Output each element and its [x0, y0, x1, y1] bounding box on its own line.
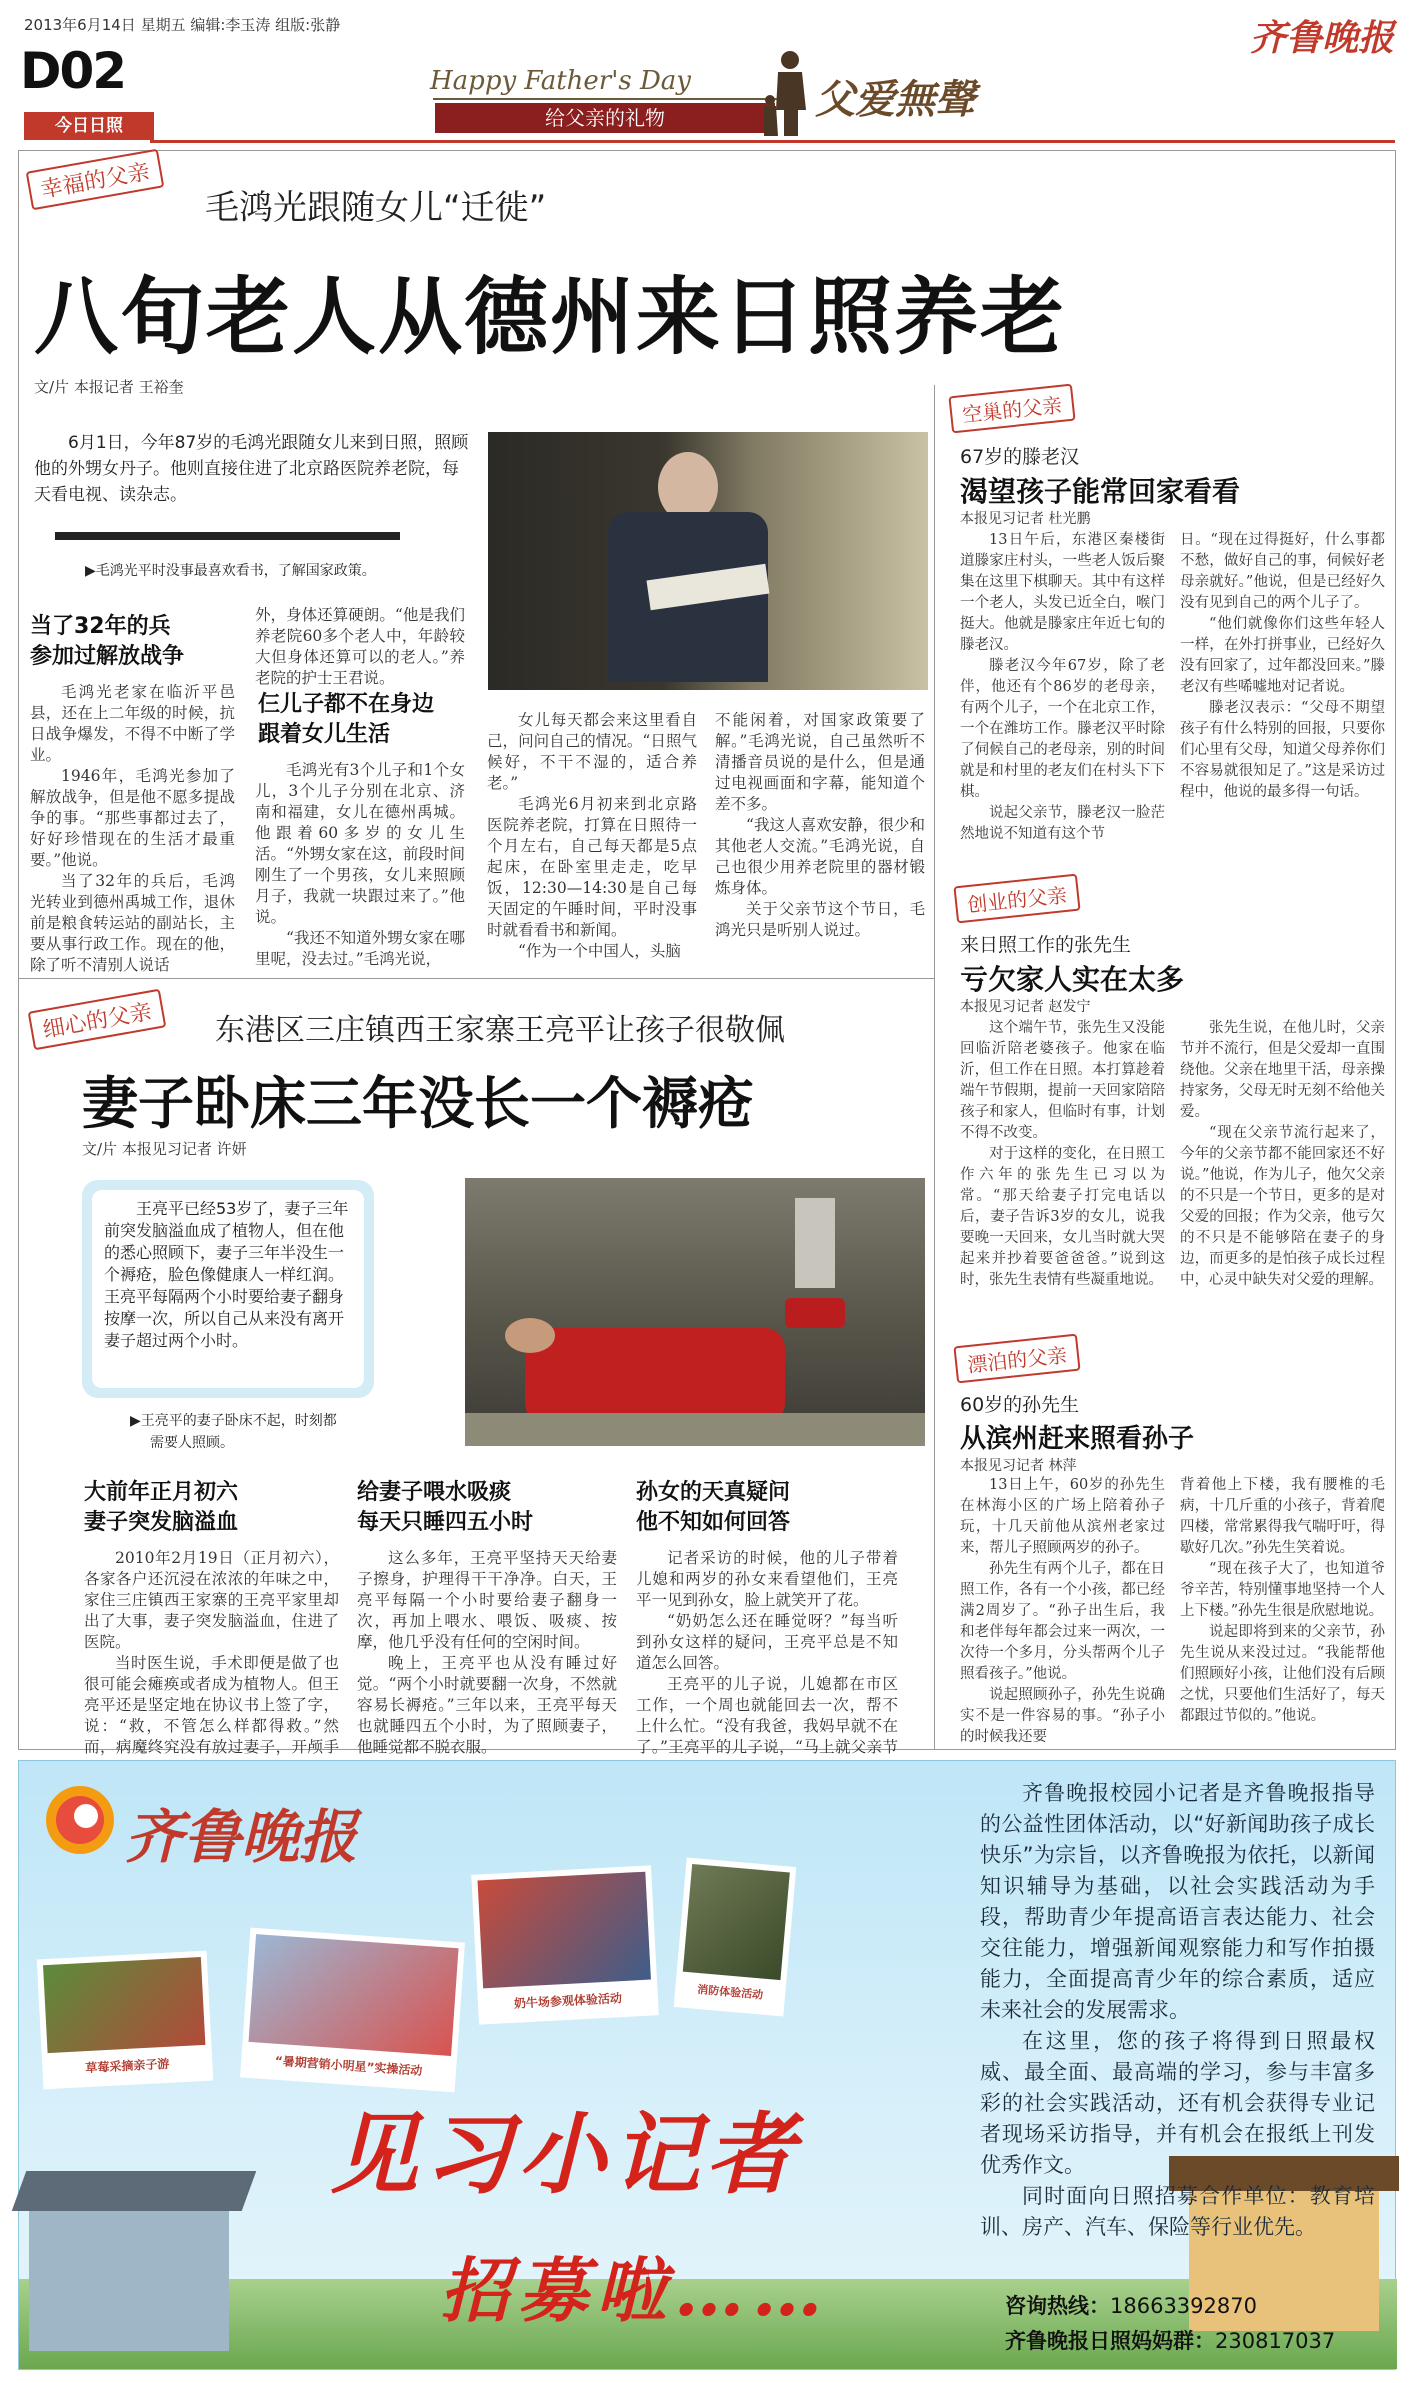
story1-photo [488, 432, 928, 690]
paragraph: 毛鸿光6月初来到北京路医院养老院，打算在日照待一个月左右，自己每天都是5点起床，在卧室里走走，吃早饭，12:30—14:30是自己每天固定的午睡时间，平时没事时就看看书和新闻。 [487, 795, 697, 939]
story4-lead: 王亮平已经53岁了，妻子三年前突发脑溢血成了植物人，但在他的悉心照顾下，妻子三年半没生一个褥疮，脸色像健康人一样红润。王亮平每隔两个小时要给妻子翻身按摩一次，所以自己从来没有离开妻子超过两个小时。 [104, 1199, 349, 1350]
paragraph: 这么多年，王亮平坚持天天给妻子擦身，护理得干干净净。白天，王亮平每隔一个小时要给妻子翻身一次，再加上喂水、喂饭、吸痰、按摩，他几乎没有任何的空闲时间。 [357, 1549, 617, 1651]
story1-column-2a [255, 605, 465, 685]
story4-column-2 [357, 1548, 617, 1756]
story4-photo [465, 1178, 925, 1446]
story2-column-2 [1180, 530, 1385, 870]
tag-wandering-father: 漂泊的父亲 [953, 1334, 1080, 1384]
story-divider [18, 978, 934, 979]
paragraph: “现在父亲节流行起来了，今年的父亲节都不能回家还不好说。”他说，作为儿子，他欠父亲的不只是一个节日，更多的是对父爱的回报；作为父亲，他亏欠的不只是不能够陪在妻子的身边，而更多的是怕孩子成长过程中，心灵中缺失对父爱的理解。 [1180, 1125, 1385, 1288]
date-line: 2013年6月14日 星期五 编辑:李玉涛 组版:张静 [24, 16, 341, 34]
story5-byline: 本报见习记者 林萍 [960, 1458, 1077, 1474]
paragraph: 1946年，毛鸿光参加了解放战争，但是他不愿多提战争的事。“那些事都过去了，好好珍惜现在的生活才最重要。”他说。 [30, 767, 235, 869]
story5-column-1 [960, 1475, 1165, 1745]
paragraph: 张先生说，在他儿时，父亲节并不流行，但是父爱却一直围绕他。父亲在地里干活，母亲操持家务，父母无时无刻不给他关爱。 [1180, 1020, 1385, 1120]
paragraph: “我还不知道外甥女家在哪里呢，没去过。”毛鸿光说， [255, 929, 465, 968]
tag-careful-father: 细心的父亲 [28, 989, 167, 1051]
story4-subhead-3 [636, 1478, 856, 1538]
page-number: D02 [20, 42, 126, 100]
story2-byline: 本报见习记者 杜光鹏 [960, 511, 1091, 527]
banner-subtitle: 给父亲的礼物 [435, 103, 775, 133]
story2-kicker: 67岁的滕老汉 [960, 446, 1080, 468]
qq-number: 230817037 [1215, 2329, 1336, 2353]
paragraph: 毛鸿光有3个儿子和1个女儿，3个儿子分别在北京、济南和福建，女儿在德州禹城。他跟着60多岁的女儿生活。“外甥女家在这，前段时间刚生了一个男孩，女儿来照顾月子，我就一块跟过来了。”他说。 [255, 761, 465, 926]
story1-subhead-2-line2: 跟着女儿生活 [258, 722, 391, 747]
paragraph: 背着他上下楼，我有腰椎的毛病，十几斤重的小孩子，背着爬四楼，常常累得我气喘吁吁，得歇好几次。”孙先生笑着说。 [1180, 1477, 1385, 1556]
story5-headline: 从滨州赶来照看孙子 [960, 1424, 1195, 1454]
paragraph: 日。“现在过得挺好，什么事都不愁，做好自己的事，伺候好老母亲就好。”他说，但是已经好久没有见到自己的两个儿子了。 [1180, 532, 1385, 611]
paragraph: 滕老汉今年67岁，除了老伴，他还有个86岁的老母亲，有两个儿子，一个在北京工作，一个在潍坊工作。滕老汉平时除了伺候自己的老母亲，别的时间就是和村里的老友们在村头下下棋。 [960, 658, 1165, 800]
paragraph: “我这人喜欢安静，很少和其他老人交流。”毛鸿光说，自己也很少用养老院里的器材锻炼身体。 [715, 816, 925, 897]
banner-rule [433, 98, 783, 100]
story2-column-1 [960, 530, 1165, 870]
paragraph: 当时医生说，手术即便是做了也很可能会瘫痪或者成为植物人。但王亮平还是坚定地在协议书上签了字，说：“救，不管怎么样都得救。”然而，病魔终究没有放过妻子，开颅手 [84, 1654, 339, 1756]
subhead-line: 孙女的天真疑问 [636, 1480, 791, 1505]
story4-lead-box [82, 1180, 374, 1398]
banner-english: Happy Father's Day [430, 66, 691, 96]
paragraph: 女儿每天都会来这里看自己，问问自己的情况。“日照气候好，不干不湿的，适合养老。” [487, 711, 697, 792]
story3-column-2 [1180, 1018, 1385, 1338]
subhead-line: 给妻子喂水吸痰 [357, 1480, 512, 1505]
ad-body [980, 1778, 1375, 2243]
story1-column-3 [487, 710, 697, 972]
story1-caption: ▶毛鸿光平时没事最喜欢看书，了解国家政策。 [85, 563, 376, 579]
paragraph: “作为一个中国人，头脑 [518, 942, 681, 960]
story3-column-1 [960, 1018, 1165, 1338]
ad-paragraph: 在这里，您的孩子将得到日照最权威、最全面、最高端的学习，参与丰富多彩的社会实践活动，还有机会获得专业记者现场采访指导，并有机会在报纸上刊发优秀作文。 [980, 2029, 1375, 2177]
caption-line: 需要人照顾。 [150, 1435, 234, 1451]
header-rule [150, 140, 1395, 143]
qq-label: 齐鲁晚报日照妈妈群： [1005, 2329, 1215, 2353]
paragraph: 说起即将到来的父亲节，孙先生说从来没过过。“我能帮他们照顾好小孩，让他们没有后顾之忧，只要他们生活好了，每天都跟过节似的。”他说。 [1180, 1624, 1385, 1724]
ad-photo-3 [471, 1865, 659, 2024]
paragraph: 孙先生有两个儿子，都在日照工作，各有一个小孩，都已经满2周岁了。“孙子出生后，我和老伴每年都会过来一两次，一次待一个多月，分头帮两个儿子照看孩子。”他说。 [960, 1561, 1165, 1682]
ad-hotline [1005, 2290, 1257, 2320]
ad-subtitle: 招募啦…… [440, 2249, 830, 2332]
paragraph: 滕老汉表示：“父母不期望孩子有什么特别的回报，只要你们心里有父母，知道父母养你们不容易就很知足了。”这是采访过程中，他说的最多得一句话。 [1180, 700, 1385, 800]
story1-headline: 八旬老人从德州来日照养老 [34, 268, 1067, 366]
ad-paragraph: 齐鲁晚报校园小记者是齐鲁晚报指导的公益性团体活动，以“好新闻助孩子成长快乐”为宗旨，以齐鲁晚报为依托，以新闻知识辅导为基础，以社会实践活动为手段，帮助青少年提高语言表达能力、社会交往能力，增强新闻观察能力和写作拍摄能力，全面提高青少年的综合素质，适应未来社会的发展需求。 [980, 1781, 1375, 2022]
ad-qq-group [1005, 2325, 1335, 2355]
paragraph: “现在孩子大了，也知道爷爷辛苦，特别懂事地坚持一个人上下楼。”孙先生很是欣慰地说。 [1180, 1561, 1385, 1619]
subhead-line: 他不知如何回答 [636, 1510, 791, 1535]
paragraph: 对于这样的变化，在日照工作六年的张先生已习以为常。“那天给妻子打完电话以后，妻子告诉3岁的女儿，说我要晚一天回来，女儿当时就大哭起来并抄着要爸爸爸。”说到这时，张先生表情有些凝重地说。 [960, 1146, 1165, 1288]
ad-photo-label: 草莓采摘亲子游 [85, 2056, 170, 2076]
ad-photo-2 [240, 1928, 465, 2093]
story1-subhead-2-line1: 仨儿子都不在身边 [258, 692, 435, 717]
tag-entrepreneur-father: 创业的父亲 [953, 874, 1080, 924]
story1-lead: 6月1日，今年87岁的毛鸿光跟随女儿来到日照，照顾他的外甥女丹子。他则直接住进了北京路医院养老院，每天看电视、读杂志。 [34, 433, 469, 505]
ad-photo-label: 奶牛场参观体验活动 [513, 1991, 623, 2011]
ad-logo: 齐鲁晚报 [125, 1803, 358, 1871]
paragraph: 当了32年的兵后，毛鸿光转业到德州禹城工作，退休前是粮食转运站的副站长，主要从事行政工作。现在的他，除了听不清别人说话 [30, 872, 235, 974]
story1-column-4 [715, 710, 925, 972]
story1-kicker: 毛鸿光跟随女儿“迁徙” [205, 188, 547, 228]
story2-headline: 渴望孩子能常回家看看 [960, 475, 1241, 508]
paragraph: 13日上午，60岁的孙先生在林海小区的广场上陪着孙子玩，十几天前他从滨州老家过来，帮儿子照顾两岁的孙子。 [960, 1477, 1165, 1556]
ad-photo-4 [674, 1857, 797, 2016]
story4-column-1 [84, 1548, 339, 1756]
paragraph: 13日午后，东港区秦楼街道滕家庄村头，一些老人饭后聚集在这里下棋聊天。其中有这样一个老人，头发已近全白，喉门挺大。他就是滕家庄年近七旬的滕老汉。 [960, 532, 1165, 653]
subhead-line: 每天只睡四五小时 [357, 1510, 534, 1535]
hotline-number: 18663392870 [1110, 2294, 1257, 2318]
paragraph: 关于父亲节这个节日，毛鸿光只是听别人说过。 [715, 900, 925, 939]
story3-kicker: 来日照工作的张先生 [960, 934, 1132, 956]
section-label: 今日日照 [24, 112, 154, 140]
father-son-silhouette-icon [760, 48, 820, 138]
ad-photo-1 [37, 1951, 214, 2090]
story1-subhead-1-line2: 参加过解放战争 [30, 644, 185, 669]
subhead-line: 妻子突发脑溢血 [84, 1510, 239, 1535]
story3-headline: 亏欠家人实在太多 [960, 963, 1185, 996]
banner-art-text: 父爱無聲 [815, 76, 975, 123]
hotline-label: 咨询热线： [1005, 2294, 1110, 2318]
story1-bar [55, 532, 400, 540]
tag-empty-nest-father: 空巢的父亲 [948, 384, 1075, 434]
story1-column-1 [30, 682, 235, 972]
ad-photo-label: 消防体验活动 [696, 1982, 764, 2002]
paragraph: 不能闲着，对国家政策要了解。”毛鸿光说，自己虽然听不清播音员说的是什么，但是通过电视画面和字幕，能知道个差不多。 [715, 711, 925, 813]
paragraph: 王亮平的儿子说，儿媳都在市区工作，一个周也就能回去一次，帮不上什么忙。“没有我爸，我妈早就不在了。”王亮平的儿子说，“马上就父亲节 [636, 1675, 898, 1756]
paragraph: 说起照顾孙子，孙先生说确实不是一件容易的事。“孙子小的时候我还要 [960, 1687, 1165, 1745]
paragraph: “他们就像你们这些年轻人一样，在外打拼事业，已经好久没有回家了，过年都没回来。”滕老汉有些唏嘘地对记者说。 [1180, 616, 1385, 695]
subhead-line: 大前年正月初六 [84, 1480, 239, 1505]
story5-column-2 [1180, 1475, 1385, 1745]
story1-subhead-1 [30, 612, 240, 672]
paragraph: “奶奶怎么还在睡觉呀？”每当听到孙女这样的疑问，王亮平总是不知道怎么回答。 [636, 1612, 898, 1672]
story4-byline: 文/片 本报见习记者 许妍 [82, 1140, 247, 1158]
paragraph: 记者采访的时候，他的儿子带着儿媳和两岁的孙女来看望他们，王亮平一见到孙女，脸上就笑开了花。 [636, 1549, 898, 1609]
ad-title: 见习小记者 [330, 2102, 801, 2206]
paragraph: 晚上，王亮平也从没有睡过好觉。“两个小时就要翻一次身，不然就容易长褥疮。”三年以来，王亮平每天也就睡四五个小时，为了照顾妻子，他睡觉都不脱衣服。 [357, 1654, 617, 1756]
story3-byline: 本报见习记者 赵发宁 [960, 999, 1091, 1015]
ad-paragraph: 同时面向日照招募合作单位：教育培训、房产、汽车、保险等行业优先。 [980, 2184, 1375, 2239]
story4-column-3 [636, 1548, 898, 1756]
story1-subhead-2 [258, 690, 468, 750]
story1-subhead-1-line1: 当了32年的兵 [30, 614, 171, 639]
story4-caption [130, 1410, 337, 1454]
story4-kicker: 东港区三庄镇西王家寨王亮平让孩子很敬佩 [215, 1013, 785, 1048]
story1-column-2b [255, 760, 465, 972]
paragraph: 说起父亲节，滕老汉一脸茫然地说不知道有这个节 [960, 805, 1165, 842]
paragraph: 这个端午节，张先生又没能回临沂陪老婆孩子。他家在临沂，但工作在日照。本打算趁着端午节假期，提前一天回家陪陪孩子和家人，但临时有事，计划不得不改变。 [960, 1020, 1165, 1141]
paragraph: 外，身体还算硬朗。“他是我们养老院60多个老人中，年龄较大但身体还算可以的老人。”养老院的护士王君说。 [255, 606, 465, 687]
paragraph: 毛鸿光老家在临沂平邑县，还在上二年级的时候，抗日战争爆发，不得不中断了学业。 [30, 683, 235, 764]
story4-subhead-2 [357, 1478, 577, 1538]
caption-line: ▶王亮平的妻子卧床不起，时刻都 [130, 1413, 337, 1429]
story5-kicker: 60岁的孙先生 [960, 1394, 1080, 1416]
story4-headline: 妻子卧床三年没长一个褥疮 [82, 1072, 754, 1137]
story1-byline: 文/片 本报记者 王裕奎 [34, 378, 184, 396]
column-divider [934, 385, 935, 1750]
ad-photo-label: “暑期营销小明星”实操活动 [274, 2053, 423, 2079]
paragraph: 2010年2月19日（正月初六），各家各户还沉浸在浓浓的年味之中，家住三庄镇西王家寨的王亮平家里却出了大事，妻子突发脑溢血，住进了医院。 [84, 1549, 339, 1651]
paper-logo: 齐鲁晚报 [1250, 17, 1395, 59]
story4-subhead-1 [84, 1478, 304, 1538]
tag-happy-father: 幸福的父亲 [26, 149, 165, 211]
paper-logo-icon [40, 1780, 120, 1860]
